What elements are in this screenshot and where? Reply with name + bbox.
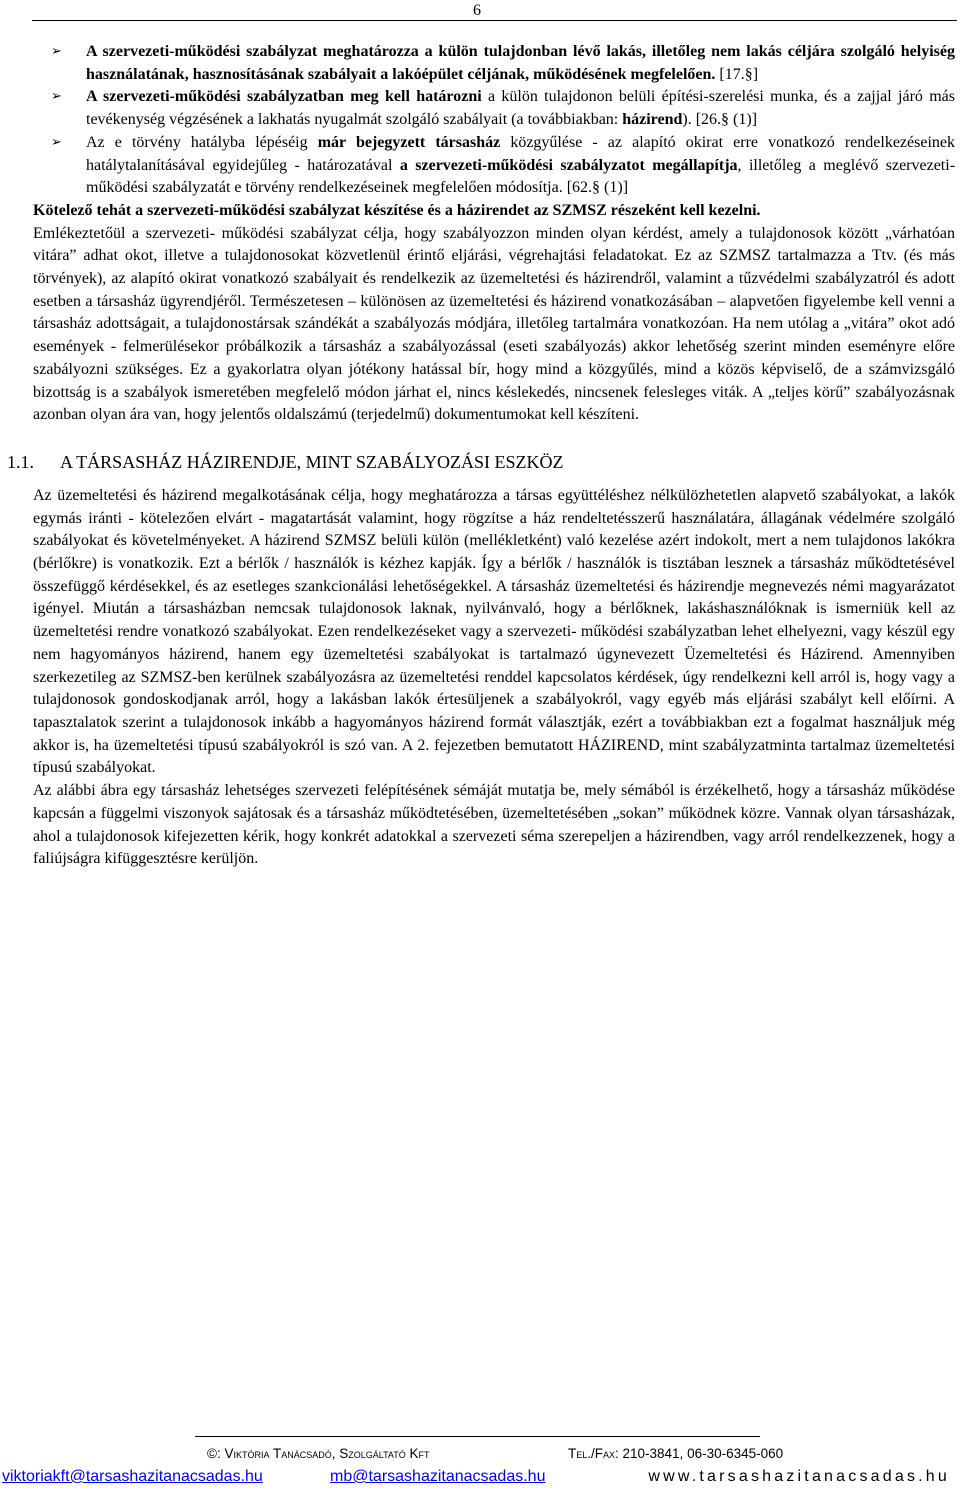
footer-company-line bbox=[207, 1446, 784, 1461]
email-link-viktoriakft[interactable]: viktoriakft@tarsashazitanacsadas.hu bbox=[2, 1468, 263, 1485]
section-number: 1.1. bbox=[7, 451, 34, 472]
website-url[interactable]: www.tarsashazitanacsadas.hu bbox=[648, 1468, 950, 1485]
paragraph-house-rules: Az üzemeltetési és házirend megalkotásának célja, hogy meghatározza a társas együttéléshez nélkülözhetetlen alapvető szabályokat, a lakók egymás iránti - kötelezően elvárt - magatartását valamint, hogy rögzítse a ház rendeltetésszerű használatára, állagának védelmére szolgáló szabályokat és követelményeket. A házirend SZMSZ belüli külön (mellékletként) való kezelése azért indokolt, mert a nem tulajdonos lakókra (bérlőkre) is vonatkozik. Ezt a bérlők / használók is kézhez kapják. Így a bérlők / használók is tisztában lesznek a társasház működtetésével összefüggő kérdésekkel, és az esetleges szankcionálási lehetőségekkel. A társasház üzemeltetési és házirendje megnevezés némi magyarázatot igényel. Miután a társasházban nemcsak tulajdonosok laknak, nyilvánvaló, hogy a bérlőknek, lakáshasználóknak is ismerniük kell az üzemeltetési rendre vonatkozó szabályokat. Ezen rendelkezéseket vagy a szervezeti- működési szabályzatban lehet elhelyezni, vagy készül egy nem hagyományos házirend, hanem egy üzemeltetési szabályokat is tartalmazó úgynevezett Üzemeltetési és Házirend. Amennyiben szerkezetileg az SZMSZ-ben kerülnek szabályozásra az üzemeltetési renddel kapcsolatos kérdések, úgy rendelkezni kell arról is, hogy vagy a tulajdonosok gondoskodjanak arról, hogy a lakásban lakók értesüljenek a szabályokról, vagy egyéb más eljárási szabályt kell előírni. A tapasztalatok szerint a tulajdonosok inkább a hagyományos házirend formát választják, ezért a továbbiakban ezt a fogalmat használjuk még akkor is, ha üzemeltetési típusú szabályokról is szó van. A 2. fejezetben bemutatott HÁZIREND, mint szabályzatminta tartalmaz üzemeltetési típusú szabályokat. bbox=[33, 486, 955, 777]
bullet-text: már bejegyzett társasház bbox=[317, 133, 501, 151]
section-title: A TÁRSASHÁZ HÁZIRENDJE, MINT SZABÁLYOZÁSI ESZKÖZ bbox=[60, 451, 564, 472]
bold-statement: Kötelező tehát a szervezeti-működési szabályzat készítése és a házirendet az SZMSZ részeként kell kezelni. bbox=[33, 201, 761, 219]
bullet-text: , illetőleg a meglévő szervezeti-működési szabályzatát e törvény rendelkezéseinek megfelelően módosítja. [62.§ (1)] bbox=[86, 156, 956, 197]
arrow-bullet-icon: ➢ bbox=[51, 89, 62, 105]
email-link-mb[interactable]: mb@tarsashazitanacsadas.hu bbox=[330, 1468, 546, 1485]
bullet-text: A szervezeti-működési szabályzatban meg kell határozni bbox=[86, 88, 482, 106]
copyright-symbol: ©: bbox=[207, 1446, 225, 1461]
bullet-text: Az e törvény hatályba lépéséig bbox=[86, 133, 318, 151]
bullet-text: ). [26.§ (1)] bbox=[682, 111, 758, 129]
company-name: Viktória Tanácsadó, Szolgáltató Kft bbox=[224, 1446, 430, 1461]
phone-fax: Tel./Fax: 210-3841, 06-30-6345-060 bbox=[568, 1446, 784, 1461]
bullet-item bbox=[33, 86, 955, 131]
paragraph-purpose: Emlékeztetőül a szervezeti- működési szabályzat célja, hogy szabályozzon minden olyan kérdést, amely a tulajdonosok között „várhatóan vitára” adhat okot, illetve a tulajdonosokat közvetlenül érintő eljárási, végrehajtási feladatokat. Ez az SZMSZ tartalmazza a Ttv. (és más törvények), az alapító okirat vonatkozó szabályait és rendelkezik az üzemeltetési és házirendről, valamint a tűzvédelmi szabályzatról és adott esetben a társasház ügyrendjéről. Természetesen – különösen az üzemeltetési és házirend vonatkozásában – alapvetően figyelembe kell venni a társasház adottságait, a tulajdonostársak szándékát a szabályozás módjára, illetőleg tartalmára vonatkozóan. Ha nem utólag a „vitára” okot adó események - felmerülésekor próbálkozik a társasház a szabályozással (eseti szabályozás) akkor lehetőség szerint minden eseményre előre szabályozni szükséges. Ez a gyakorlatra olyan jótékony hatással bír, hogy mind a közgyűlés, mind a közös képviselő, de a számvizsgáló bizottság is a szabályok ismeretében megfelelő módon járhat el, nincs késlekedés, nincsenek felesleges viták. A „teljes körű” szabályozásnak azonban olyan ára van, hogy jelentős oldalszámú (terjedelmű) dokumentumokat kell készíteni. bbox=[33, 224, 955, 424]
bullet-item bbox=[33, 132, 955, 200]
arrow-bullet-icon: ➢ bbox=[51, 134, 62, 150]
paragraph-org-chart: Az alábbi ábra egy társasház lehetséges szervezeti felépítésének sémáját mutatja be, mely sémából is érzékelhető, hogy a társasház működése kapcsán a függelmi viszonyok sajátosak és a társasház működtetésében, üzemeltetésében „sokan” működnek közre. Vannak olyan társasházak, ahol a tulajdonosok kifejezetten kérik, hogy konkrét adatokkal a szervezeti séma szerepeljen a házirendben, vagy arról rendelkezzenek, hogy a faliújságra kifüggesztésre kerüljön. bbox=[33, 782, 955, 868]
section-heading bbox=[7, 450, 955, 474]
bullet-text: a szervezeti-működési szabályzatot megállapítja bbox=[399, 156, 738, 174]
bullet-text: a külön tulajdonon belüli építési-szerelési munka, és a zajjal járó más tevékenység végzésének a lakhatás nyugalmát szolgáló szabályait (a továbbiakban: bbox=[86, 88, 956, 129]
bullet-text: A szervezeti-működési szabályzat meghatározza a külön tulajdonban lévő lakás, illetőleg nem lakás céljára szolgáló helyiség használatának, hasznosításának szabályait a lakóépület céljának, működésének megfelelően. bbox=[86, 43, 955, 83]
page-number: 6 bbox=[473, 2, 481, 19]
bullet-text: közgyűlése - az alapító okirat erre vonatkozó rendelkezéseinek hatálytalanításával egyidejűleg - határozatával bbox=[86, 133, 955, 174]
bullet-list bbox=[33, 41, 955, 200]
bullet-text: [17.§] bbox=[715, 65, 759, 83]
bullet-text: házirend bbox=[622, 111, 683, 129]
bullet-item bbox=[33, 41, 955, 86]
document-body bbox=[7, 41, 956, 871]
arrow-bullet-icon: ➢ bbox=[51, 44, 62, 59]
header-divider bbox=[32, 20, 957, 21]
footer-divider bbox=[195, 1436, 760, 1437]
